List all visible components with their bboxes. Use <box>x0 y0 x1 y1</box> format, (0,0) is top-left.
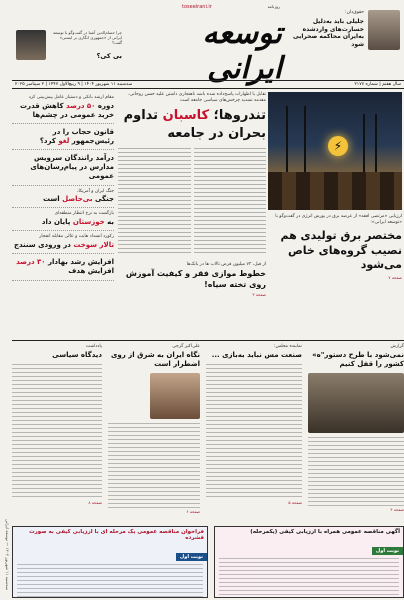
bottom-section <box>12 344 404 524</box>
main-story-photo <box>268 92 402 210</box>
side-date-strip: سه‌شنبه ۱۱ شهریور ۱۴۰۴ — توسعه ایرانی <box>5 518 10 590</box>
brief-headline: درآمد رانندگان سرویس مدارس در پیام‌رسان‌های عمومی <box>30 154 114 181</box>
text-column <box>118 148 191 256</box>
ad-body-text <box>219 558 399 598</box>
brief-headline-accent: بی‌حاصل <box>62 195 93 204</box>
story-headline: نمی‌شود با طرح دستور"ه» کشور را قفل کنیم <box>312 351 404 369</box>
issue-number: سال هفتم | شماره ۲۱۷۷ <box>354 82 401 87</box>
story-kicker: گزارش <box>390 344 404 349</box>
story-headline: صنعت مس نبايد به‌بازی ... <box>211 351 302 359</box>
news-brief[interactable] <box>12 92 114 124</box>
brief-headline <box>12 241 114 250</box>
story-page-ref: صفحه ۶ <box>186 509 200 515</box>
story-photo <box>308 373 404 433</box>
lead-body-text <box>118 148 266 256</box>
bottom-story-2[interactable] <box>206 344 302 524</box>
lightning-icon: ⚡ <box>328 136 348 156</box>
brief-headline-accent: خوزستان <box>72 218 105 227</box>
story-kicker: نماینده مجلس: <box>273 344 302 349</box>
lead-kicker: تقابل با اظهارات پاسخ‌داده شده باشد ناهنجاری داشتن علیه حسن روحانی، مقدمه تشدید چرخش‌های سیاسی جامعه است <box>128 92 266 104</box>
lead-headline-accent: کاسبان <box>162 108 210 124</box>
main-story-page-ref: صفحه ۷ <box>388 275 402 281</box>
main-story-headline: مختصر برق تولیدی هم نصیب گروه‌های خاص می‌شود <box>280 228 402 272</box>
brief-headline-accent: ۳۰ درصد <box>16 258 46 267</box>
lead-column[interactable] <box>118 92 266 340</box>
news-brief[interactable] <box>12 186 114 209</box>
story-headline: دیدگاه سیاسی <box>52 351 102 359</box>
ad-body-text <box>17 564 203 598</box>
news-brief[interactable] <box>12 208 114 231</box>
interviewee-photo <box>16 30 46 60</box>
brief-kicker: مقام ارشد بانکی و دستیار عامل پیش‌بینی کرد <box>28 95 114 100</box>
main-story-kicker: ارزیابی «مرتضی افقه» از عرضه برق در بورس انرژی در گفت‌وگو با «توسعه ایرانی»: <box>275 214 402 225</box>
story-kicker: حقوق‌دان: <box>345 10 364 15</box>
brief-headline <box>12 102 114 120</box>
brief-headline-pre: به <box>107 218 114 227</box>
body-text <box>308 437 404 507</box>
body-text <box>206 364 302 500</box>
brief-kicker: بازگشت به نرخ انتظار منطقه‌ای <box>54 211 114 217</box>
brief-headline-post: در ورودی سنندج <box>13 241 71 250</box>
power-tower-graphic <box>363 114 377 174</box>
story-page-ref: صفحه ۸ <box>88 500 102 506</box>
brief-headline <box>12 128 114 146</box>
news-brief[interactable] <box>12 231 114 254</box>
tender-ad-1[interactable] <box>214 526 404 598</box>
brief-headline <box>12 218 114 227</box>
brief-headline-pre: جنگی <box>94 195 114 204</box>
dateline <box>12 80 404 89</box>
tender-ad-2[interactable] <box>12 526 208 598</box>
story-page-ref: صفحه ۵ <box>288 500 302 506</box>
bottom-story-1[interactable] <box>308 344 404 524</box>
logo-text: توسعه ایرانی <box>202 16 282 86</box>
ad-turn-badge: نوبت اول <box>176 553 207 561</box>
brief-headline-accent: تالار سوخت <box>73 241 114 250</box>
body-text <box>108 423 200 509</box>
lead-headline <box>118 107 266 142</box>
ad-turn-badge: نوبت اول <box>372 547 403 555</box>
story-page-ref: صفحه ۴ <box>390 507 404 513</box>
brief-kicker: جنگ ایران و آمریکا، <box>77 188 114 194</box>
masthead-right-story[interactable] <box>290 6 400 70</box>
brief-kicker: رکورد انسداد هایت و عالی مقابله انفجار <box>39 234 114 240</box>
brief-headline-pre: قانون حجاب را در رئیس‌جمهور <box>52 128 114 146</box>
section-divider <box>12 340 404 341</box>
brief-headline <box>12 195 114 204</box>
story-kicker: علی‌اکبر گرجی <box>172 344 200 349</box>
brief-headline-pre: افزایش رشد بهادار <box>48 258 114 267</box>
brief-headline <box>12 258 114 276</box>
lead-headline-pre: تندروها؛ <box>213 108 266 124</box>
brief-headline-post: کاهش قدرت خرید عمومی در چشم‌ها <box>20 101 114 119</box>
main-story[interactable] <box>268 92 402 340</box>
ad-title: فراخوان مناقصه عمومی یک مرحله ای با ارزیابی کیفی به صورت فشرده <box>29 529 204 541</box>
brief-headline-post: پایان داد <box>41 218 71 227</box>
sub-story-page-ref: صفحه ۳ <box>252 292 266 297</box>
bottom-story-4[interactable] <box>12 344 102 524</box>
story-kicker: یادداشت <box>85 344 102 349</box>
brief-headline-accent: لغو <box>58 137 70 146</box>
masthead-left-story[interactable] <box>16 30 126 70</box>
bottom-story-3[interactable] <box>108 344 200 524</box>
brief-headline-pre: دوره <box>97 101 114 110</box>
advertisements <box>12 526 404 598</box>
lead-headline-post: تداوم بحران در جامعه <box>123 108 266 141</box>
issue-date: سه‌شنبه ۱۱ شهریور ۱۴۰۴ | ۹ ربیع‌الاول ۱۴۴۷ | ۲ سپتامبر ۲۰۲۵ <box>15 82 133 87</box>
news-brief[interactable] <box>12 150 114 185</box>
news-brief[interactable] <box>12 124 114 150</box>
story-headline: نگاه ایران به شرق از روی اضطرار است <box>111 351 200 369</box>
story-kicker: چرا حسام‌الدین آشنا در گفت‌وگو با توسعه ایرانی از «جمهوری انگاری بر ایستی» گفت؟ <box>52 30 122 45</box>
brief-headline-post: افزایش هدف <box>68 267 114 276</box>
body-text <box>12 364 102 500</box>
brief-headline-accent: ۵۰ درصد <box>66 101 96 110</box>
news-briefs-column <box>12 92 114 340</box>
power-tower-graphic <box>286 106 306 176</box>
story-headline: جلیلی باید به‌دلیل خسارت‌های واردشده به‌ایران محاکمه صحرایی شود <box>293 18 364 48</box>
author-photo <box>368 10 400 50</box>
logo-url: toseeirani.ir <box>182 4 212 10</box>
rooftops-graphic <box>268 172 402 210</box>
logo-tag: روزنامه <box>267 4 280 9</box>
story-headline: بی کی؟ <box>96 52 122 60</box>
sub-story-kicker: از قبل، ۷۳ میلیون قرض تالاب ها در بانک‌ها <box>186 262 266 268</box>
sub-story-headline[interactable]: خطوط موازی فقر و کیفیت آموزش روی تخته سیاه! <box>125 269 266 289</box>
author-photo <box>150 373 200 419</box>
news-brief[interactable] <box>12 254 114 280</box>
logo[interactable] <box>162 2 282 86</box>
ad-title: آگهی مناقصه عمومی همراه با ارزیابی کیفی (یکمرحله) <box>250 529 400 535</box>
text-column <box>194 148 267 256</box>
brief-headline-post: کرد؟ <box>39 137 56 146</box>
brief-headline-post: است <box>42 195 60 204</box>
